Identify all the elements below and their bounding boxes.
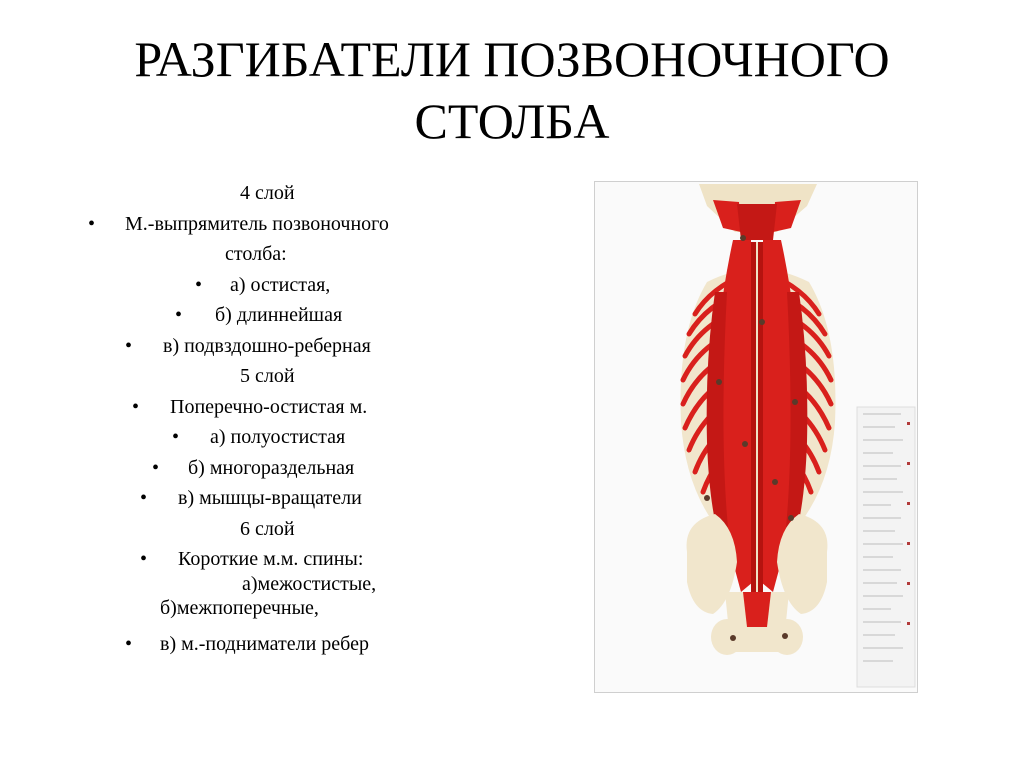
list-item-continuation: а)межостистые, [242,572,377,595]
bullet: • [125,632,133,655]
list-item: • в) подвздошно-реберная [60,331,500,362]
back-muscles-illustration [595,182,917,692]
layer-heading: 5 слой [240,365,295,387]
bullet: • [175,304,183,326]
title-line-1: РАЗГИБАТЕЛИ ПОЗВОНОЧНОГО [134,31,890,87]
bullet: • [140,548,148,570]
list-item-continuation: столба: [225,243,287,265]
bullet: • [88,212,96,235]
title-line-2: СТОЛБА [414,93,610,149]
anatomical-model-image [594,181,918,693]
bullet: • [125,334,133,357]
list-item: • б) длиннейшая [60,300,500,331]
bullet: • [140,487,148,509]
list-item: • М.-выпрямитель позвоночного [60,209,500,240]
slide-title [0,28,1024,152]
bullet: • [195,273,203,296]
list-item: • а) полуостистая [60,422,500,453]
content-list [60,178,500,659]
list-item: • в) м.-подниматели ребер [60,629,500,660]
list-item-continuation: б)межпоперечные, [160,596,319,619]
list-item: • Поперечно-остистая м. [60,392,500,423]
list-item: • б) многораздельная [60,453,500,484]
list-item: • в) мышцы-вращатели [60,483,500,514]
layer-heading: 6 слой [240,517,295,540]
list-item: • Короткие м.м. спины: [60,544,500,575]
list-item: • а) остистая, [60,270,500,301]
bullet: • [152,456,160,479]
bullet: • [132,395,140,418]
bullet: • [172,426,180,448]
layer-heading: 4 слой [240,182,295,204]
